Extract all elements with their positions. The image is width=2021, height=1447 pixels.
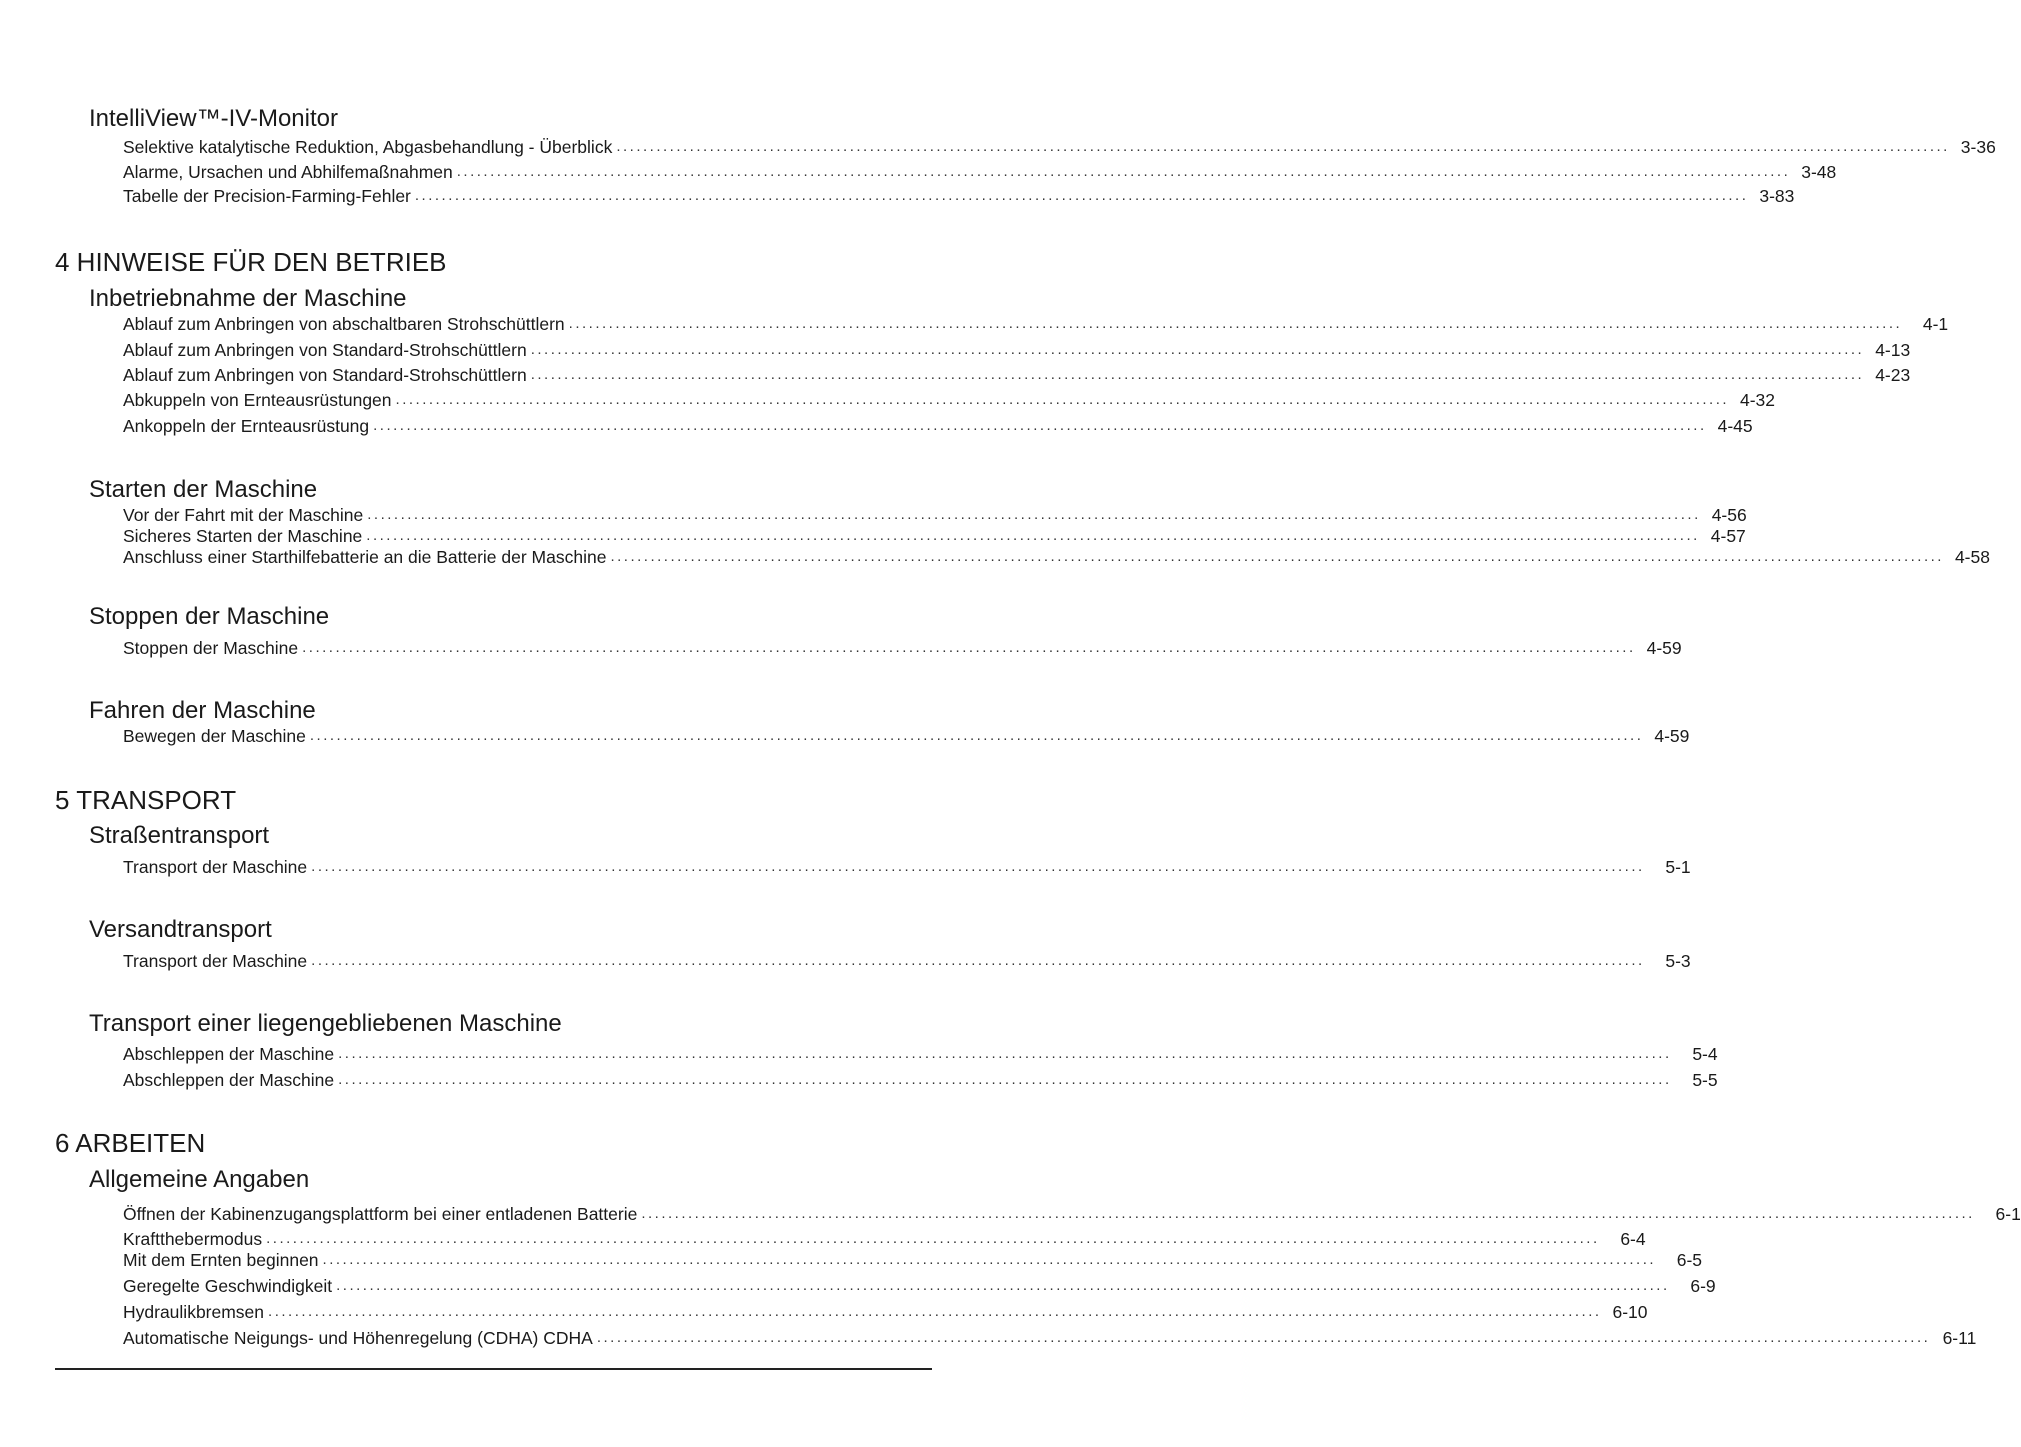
toc-entry[interactable] — [123, 525, 1746, 547]
leader-dots: ........................................................................................................................................................................................................ — [530, 341, 1865, 358]
leader-dots: ........................................................................................................................................................................................................ — [338, 1071, 1672, 1088]
leader-dots: ........................................................................................................................................................................................................ — [336, 1277, 1670, 1294]
toc-entry-page: 6-10 — [1612, 1302, 1648, 1322]
toc-entry-page: 4-59 — [1654, 726, 1690, 746]
toc-entry-page: 6-4 — [1620, 1229, 1646, 1249]
toc-entry[interactable] — [123, 1249, 1703, 1271]
leader-dots: ........................................................................................................................................................................................................ — [395, 391, 1730, 408]
section-title: IntelliView™-IV-Monitor — [89, 105, 338, 132]
toc-entry-title: Bewegen der Maschine — [123, 726, 306, 746]
toc-entry-title: Ablauf zum Anbringen von Standard-Strohschüttlern — [123, 365, 527, 385]
leader-dots: ........................................................................................................................................................................................................ — [338, 1045, 1672, 1062]
toc-entry-title: Alarme, Ursachen und Abhilfemaßnahmen — [123, 162, 453, 182]
toc-entry-page: 3-36 — [1960, 137, 1996, 157]
section-title: Starten der Maschine — [89, 476, 318, 503]
toc-entry-title: Abkuppeln von Ernteausrüstungen — [123, 390, 392, 410]
toc-entry-page: 3-48 — [1801, 162, 1837, 182]
leader-dots: ........................................................................................................................................................................................................ — [367, 506, 1701, 523]
toc-entry[interactable] — [123, 1275, 1716, 1297]
leader-dots: ........................................................................................................................................................................................................ — [610, 548, 1944, 565]
bottom-rule — [55, 1368, 932, 1370]
chapter-title: 5 TRANSPORT — [55, 785, 237, 815]
toc-entry-title: Automatische Neigungs- und Höhenregelung (CDHA) CDHA — [123, 1328, 593, 1348]
toc-entry-title: Ablauf zum Anbringen von abschaltbaren Strohschüttlern — [123, 314, 565, 334]
toc-entry-page: 4-45 — [1717, 416, 1753, 436]
toc-entry-title: Transport der Maschine — [123, 857, 308, 877]
section-title: Stoppen der Maschine — [89, 603, 330, 630]
toc-entry-page: 4-57 — [1710, 526, 1746, 546]
toc-entry[interactable] — [123, 1203, 2021, 1225]
toc-entry-page: 4-58 — [1954, 547, 1990, 567]
leader-dots: ........................................................................................................................................................................................................ — [268, 1303, 1602, 1320]
toc-entry[interactable] — [123, 313, 1949, 335]
leader-dots: ........................................................................................................................................................................................................ — [366, 527, 1700, 544]
toc-entry-page: 6-11 — [1942, 1328, 1977, 1348]
toc-entry-title: Hydraulikbremsen — [123, 1302, 265, 1322]
toc-entry[interactable] — [123, 364, 1911, 386]
toc-entry[interactable] — [123, 504, 1747, 526]
section-title: Straßentransport — [89, 822, 270, 849]
toc-entry[interactable] — [123, 725, 1690, 747]
leader-dots: ........................................................................................................................................................................................................ — [302, 639, 1636, 656]
toc-entry-title: Anschluss einer Starthilfebatterie an die Batterie der Maschine — [123, 547, 607, 567]
toc-entry[interactable] — [123, 1069, 1718, 1091]
toc-entry-page: 5-1 — [1665, 857, 1691, 877]
toc-entry-title: Vor der Fahrt mit der Maschine — [123, 505, 364, 525]
toc-entry-page: 4-1 — [1922, 314, 1949, 334]
leader-dots: ........................................................................................................................................................................................................ — [322, 1251, 1657, 1268]
toc-entry[interactable] — [123, 637, 1682, 659]
toc-entry-title: Stoppen der Maschine — [123, 638, 299, 658]
toc-entry[interactable] — [123, 856, 1691, 878]
toc-entry-title: Abschleppen der Maschine — [123, 1070, 335, 1090]
toc-entry[interactable] — [123, 389, 1776, 411]
toc-entry[interactable] — [123, 185, 1795, 207]
leader-dots: ........................................................................................................................................................................................................ — [530, 366, 1865, 383]
toc-entry-title: Abschleppen der Maschine — [123, 1044, 335, 1064]
toc-entry-title: Transport der Maschine — [123, 951, 308, 971]
section-title: Fahren der Maschine — [89, 697, 316, 724]
toc-entry-page: 5-5 — [1692, 1070, 1718, 1090]
toc-entry-page: 4-32 — [1740, 390, 1776, 410]
section-title: Allgemeine Angaben — [89, 1166, 310, 1193]
toc-entry-title: Öffnen der Kabinenzugangsplattform bei einer entladenen Batterie — [123, 1204, 638, 1224]
toc-entry[interactable] — [123, 339, 1911, 361]
toc-entry-page: 4-56 — [1711, 505, 1747, 525]
leader-dots: ........................................................................................................................................................................................................ — [309, 727, 1644, 744]
toc-entry[interactable] — [123, 1228, 1646, 1250]
section-title: Inbetriebnahme der Maschine — [89, 285, 407, 312]
toc-entry[interactable] — [123, 161, 1837, 183]
leader-dots: ........................................................................................................................................................................................................ — [311, 952, 1645, 969]
toc-entry-title: Kraftthebermodus — [123, 1229, 263, 1249]
section-title: Transport einer liegengebliebenen Maschine — [89, 1010, 562, 1037]
toc-entry-page: 6-1 — [1995, 1204, 2021, 1224]
toc-entry-title: Ankoppeln der Ernteausrüstung — [123, 416, 370, 436]
toc-entry-page: 4-13 — [1875, 340, 1911, 360]
toc-entry-page: 6-5 — [1676, 1250, 1703, 1270]
toc-entry-page: 5-3 — [1665, 951, 1691, 971]
toc-entry-page: 6-9 — [1690, 1276, 1716, 1296]
toc-entry[interactable] — [123, 1327, 1977, 1349]
leader-dots: ........................................................................................................................................................................................................ — [266, 1230, 1600, 1247]
toc-entry-title: Mit dem Ernten beginnen — [123, 1250, 319, 1270]
toc-entry[interactable] — [123, 950, 1691, 972]
section-title: Versandtransport — [89, 916, 272, 943]
chapter-title: 6 ARBEITEN — [55, 1128, 206, 1158]
toc-entry-page: 4-23 — [1875, 365, 1911, 385]
leader-dots: ........................................................................................................................................................................................................ — [311, 858, 1645, 875]
toc-entry[interactable] — [123, 136, 1996, 158]
toc-entry[interactable] — [123, 1043, 1718, 1065]
leader-dots: ........................................................................................................................................................................................................ — [596, 1329, 1931, 1346]
toc-entry[interactable] — [123, 1301, 1648, 1323]
leader-dots: ........................................................................................................................................................................................................ — [568, 315, 1903, 332]
toc-entry-title: Ablauf zum Anbringen von Standard-Strohschüttlern — [123, 340, 527, 360]
leader-dots: ........................................................................................................................................................................................................ — [373, 417, 1707, 434]
leader-dots: ........................................................................................................................................................................................................ — [414, 187, 1749, 204]
toc-entry-page: 4-59 — [1646, 638, 1682, 658]
toc-entry-title: Selektive katalytische Reduktion, Abgasbehandlung - Überblick — [123, 137, 613, 157]
toc-entry-title: Sicheres Starten der Maschine — [123, 526, 363, 546]
toc-entry-title: Tabelle der Precision-Farming-Fehler — [123, 186, 411, 206]
toc-entry[interactable] — [123, 546, 1990, 568]
chapter-title: 4 HINWEISE FÜR DEN BETRIEB — [55, 247, 447, 277]
toc-entry[interactable] — [123, 415, 1753, 437]
leader-dots: ........................................................................................................................................................................................................ — [641, 1205, 1975, 1222]
leader-dots: ........................................................................................................................................................................................................ — [456, 163, 1791, 180]
toc-entry-page: 5-4 — [1692, 1044, 1718, 1064]
leader-dots: ........................................................................................................................................................................................................ — [616, 138, 1950, 155]
toc-entry-title: Geregelte Geschwindigkeit — [123, 1276, 333, 1296]
toc-entry-page: 3-83 — [1759, 186, 1795, 206]
